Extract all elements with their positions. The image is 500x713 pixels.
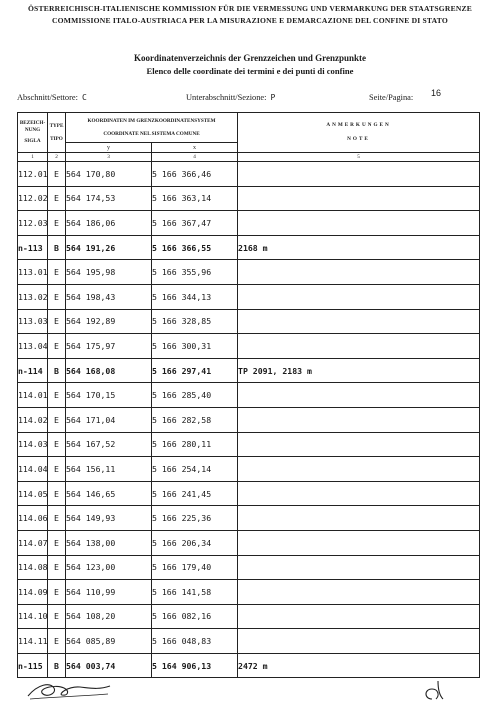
point-note xyxy=(238,530,480,555)
coordinate-x: 5 164 906,13 xyxy=(152,653,238,678)
header-type-de: TYPE xyxy=(49,122,64,129)
coordinate-y: 564 110,99 xyxy=(66,580,152,605)
point-type: B xyxy=(48,235,66,260)
point-type: E xyxy=(48,407,66,432)
coordinate-rows xyxy=(18,162,480,678)
section-value: C xyxy=(81,93,87,102)
point-note xyxy=(238,186,480,211)
point-id: 114.09 xyxy=(18,580,48,605)
point-id: n-114 xyxy=(18,358,48,383)
coordinate-y: 564 108,20 xyxy=(66,604,152,629)
coordinate-y: 564 170,15 xyxy=(66,383,152,408)
point-type: E xyxy=(48,481,66,506)
table-row xyxy=(18,309,480,334)
coordinate-x: 5 166 206,34 xyxy=(152,530,238,555)
coordinate-x: 5 166 285,40 xyxy=(152,383,238,408)
coordinate-y: 564 175,97 xyxy=(66,334,152,359)
point-type: B xyxy=(48,653,66,678)
coordinate-x: 5 166 344,13 xyxy=(152,284,238,309)
header-id-de: BEZEICH-NUNG xyxy=(19,120,46,133)
table-row xyxy=(18,629,480,654)
point-id: 112.02 xyxy=(18,186,48,211)
coordinate-y: 564 085,89 xyxy=(66,629,152,654)
point-type: E xyxy=(48,457,66,482)
document-title-de: Koordinatenverzeichnis der Grenzzeichen und Grenzpunkte xyxy=(134,53,366,63)
point-id: 114.07 xyxy=(18,530,48,555)
coordinate-y: 564 146,65 xyxy=(66,481,152,506)
coordinate-x: 5 166 355,96 xyxy=(152,260,238,285)
header-notes-it: NOTE xyxy=(347,136,370,142)
point-type: E xyxy=(48,604,66,629)
header-id xyxy=(18,113,48,153)
section-label: Abschnitt/Settore: xyxy=(17,93,78,102)
point-type: E xyxy=(48,580,66,605)
table-row xyxy=(18,555,480,580)
coordinate-x: 5 166 254,14 xyxy=(152,457,238,482)
document-title-it: Elenco delle coordinate dei termini e dei punti di confine xyxy=(146,66,354,76)
point-id: 113.03 xyxy=(18,309,48,334)
point-id: 114.04 xyxy=(18,457,48,482)
coordinate-x: 5 166 363,14 xyxy=(152,186,238,211)
column-number-5: 5 xyxy=(238,153,480,162)
header-y: y xyxy=(66,143,152,153)
point-type: E xyxy=(48,432,66,457)
page-field xyxy=(369,93,413,102)
header-notes xyxy=(238,113,480,153)
column-number-1: 1 xyxy=(18,153,48,162)
coordinate-x: 5 166 280,11 xyxy=(152,432,238,457)
subsection-field xyxy=(186,93,275,102)
point-note xyxy=(238,334,480,359)
coordinate-y: 564 003,74 xyxy=(66,653,152,678)
point-id: n-115 xyxy=(18,653,48,678)
point-type: E xyxy=(48,284,66,309)
point-id: 112.01 xyxy=(18,162,48,187)
column-number-4: 4 xyxy=(152,153,238,162)
coordinate-x: 5 166 367,47 xyxy=(152,211,238,236)
coordinate-y: 564 167,52 xyxy=(66,432,152,457)
table-row xyxy=(18,481,480,506)
header-notes-de: ANMERKUNGEN xyxy=(326,122,391,128)
point-note xyxy=(238,260,480,285)
point-type: E xyxy=(48,555,66,580)
point-type: E xyxy=(48,629,66,654)
commission-header-de: ÖSTERREICHISCH-ITALIENISCHE KOMMISSION FÜR DIE VERMESSUNG UND VERMARKUNG DER STAATSGRENZE xyxy=(27,4,473,13)
point-id: 114.05 xyxy=(18,481,48,506)
point-note xyxy=(238,481,480,506)
header-type-it: TIPO xyxy=(50,135,63,142)
coordinate-x: 5 166 225,36 xyxy=(152,506,238,531)
point-note xyxy=(238,383,480,408)
coordinate-x: 5 166 297,41 xyxy=(152,358,238,383)
point-note xyxy=(238,629,480,654)
coordinate-y: 564 174,53 xyxy=(66,186,152,211)
table-row xyxy=(18,162,480,187)
table-row xyxy=(18,407,480,432)
point-note: 2168 m xyxy=(238,235,480,260)
coordinate-x: 5 166 300,31 xyxy=(152,334,238,359)
table-row xyxy=(18,235,480,260)
header-type xyxy=(48,113,66,153)
coordinate-y: 564 192,89 xyxy=(66,309,152,334)
point-id: 113.01 xyxy=(18,260,48,285)
point-id: 114.10 xyxy=(18,604,48,629)
coordinate-y: 564 156,11 xyxy=(66,457,152,482)
point-note: TP 2091, 2183 m xyxy=(238,358,480,383)
coordinate-y: 564 138,00 xyxy=(66,530,152,555)
table-row xyxy=(18,653,480,678)
page-number-value: 16 xyxy=(431,88,442,98)
page-label: Seite/Pagina: xyxy=(369,93,414,102)
subsection-value: P xyxy=(270,93,276,102)
point-note xyxy=(238,604,480,629)
point-type: B xyxy=(48,358,66,383)
header-coordinates xyxy=(66,113,238,143)
table-row xyxy=(18,530,480,555)
subsection-label: Unterabschnitt/Sezione: xyxy=(186,93,267,102)
point-note xyxy=(238,162,480,187)
coordinate-y: 564 198,43 xyxy=(66,284,152,309)
table-row xyxy=(18,432,480,457)
coordinate-x: 5 166 366,55 xyxy=(152,235,238,260)
header-x: x xyxy=(152,143,238,153)
coordinate-x: 5 166 328,85 xyxy=(152,309,238,334)
signature-scribble xyxy=(24,678,114,702)
point-id: 114.06 xyxy=(18,506,48,531)
point-type: E xyxy=(48,186,66,211)
table-row xyxy=(18,506,480,531)
point-id: 114.08 xyxy=(18,555,48,580)
table-row xyxy=(18,457,480,482)
section-field xyxy=(17,93,87,102)
coordinate-y: 564 191,26 xyxy=(66,235,152,260)
table-row xyxy=(18,284,480,309)
point-note xyxy=(238,506,480,531)
point-note xyxy=(238,309,480,334)
coordinate-y: 564 170,80 xyxy=(66,162,152,187)
point-id: 114.01 xyxy=(18,383,48,408)
point-type: E xyxy=(48,530,66,555)
header-coord-de: KOORDINATEN IM GRENZKOORDINATENSYSTEM xyxy=(87,117,216,124)
point-type: E xyxy=(48,383,66,408)
point-type: E xyxy=(48,309,66,334)
coordinate-x: 5 166 366,46 xyxy=(152,162,238,187)
table-row xyxy=(18,334,480,359)
coordinate-x: 5 166 179,40 xyxy=(152,555,238,580)
point-id: n-113 xyxy=(18,235,48,260)
point-note xyxy=(238,284,480,309)
column-number-3: 3 xyxy=(66,153,152,162)
point-id: 113.04 xyxy=(18,334,48,359)
table-row xyxy=(18,580,480,605)
table-row xyxy=(18,604,480,629)
header-id-it: SIGLA xyxy=(24,138,41,144)
point-note xyxy=(238,407,480,432)
point-note xyxy=(238,211,480,236)
point-type: E xyxy=(48,260,66,285)
coordinate-y: 564 186,06 xyxy=(66,211,152,236)
point-note xyxy=(238,457,480,482)
point-type: E xyxy=(48,334,66,359)
table-row xyxy=(18,383,480,408)
point-id: 114.02 xyxy=(18,407,48,432)
point-note xyxy=(238,432,480,457)
point-id: 112.03 xyxy=(18,211,48,236)
point-note xyxy=(238,555,480,580)
coordinate-y: 564 195,98 xyxy=(66,260,152,285)
header-coord-it: COORDINATE NEL SISTEMA COMUNE xyxy=(103,130,200,137)
point-id: 114.03 xyxy=(18,432,48,457)
coordinate-x: 5 166 282,58 xyxy=(152,407,238,432)
handwritten-initial xyxy=(420,677,448,703)
table-row xyxy=(18,186,480,211)
point-note xyxy=(238,580,480,605)
coordinate-x: 5 166 141,58 xyxy=(152,580,238,605)
point-id: 113.02 xyxy=(18,284,48,309)
coordinate-y: 564 171,04 xyxy=(66,407,152,432)
commission-header-it: COMMISSIONE ITALO-AUSTRIACA PER LA MISURAZIONE E DEMARCAZIONE DEL CONFINE DI STATO xyxy=(51,16,448,25)
coordinate-x: 5 166 241,45 xyxy=(152,481,238,506)
point-type: E xyxy=(48,506,66,531)
point-id: 114.11 xyxy=(18,629,48,654)
coordinate-table xyxy=(17,112,480,678)
coordinate-y: 564 123,00 xyxy=(66,555,152,580)
column-number-2: 2 xyxy=(48,153,66,162)
coordinate-y: 564 168,08 xyxy=(66,358,152,383)
point-type: E xyxy=(48,162,66,187)
coordinate-x: 5 166 048,83 xyxy=(152,629,238,654)
table-row xyxy=(18,358,480,383)
table-row xyxy=(18,211,480,236)
table-row xyxy=(18,260,480,285)
coordinate-x: 5 166 082,16 xyxy=(152,604,238,629)
point-type: E xyxy=(48,211,66,236)
point-note: 2472 m xyxy=(238,653,480,678)
coordinate-y: 564 149,93 xyxy=(66,506,152,531)
